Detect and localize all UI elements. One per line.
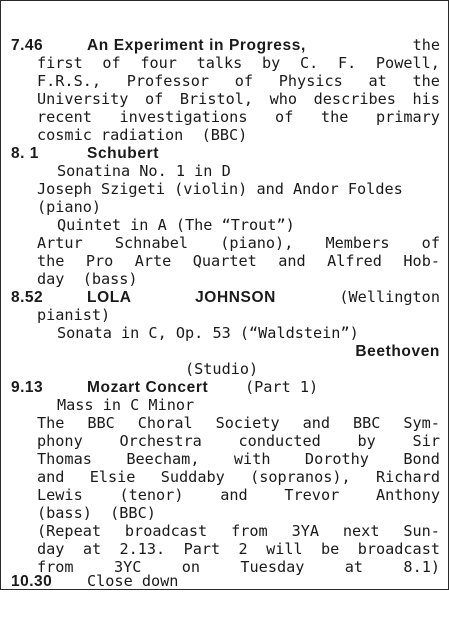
entry-852-line: pianist) — [37, 306, 111, 324]
entry-time: 7.46 — [11, 37, 44, 54]
entry-913-line: from 3YC on Tuesday at 8.1) — [37, 558, 440, 576]
entry-time: 10.30 — [11, 573, 53, 590]
entry-913-line: The BBC Choral Society and BBC Sym- — [37, 414, 440, 432]
entry-81-line: Quintet in A (The “Trout”) — [57, 216, 295, 234]
entry-81-line: Artur Schnabel (piano), Members of — [37, 234, 440, 252]
entry-text: the — [412, 36, 440, 54]
entry-913-line: (Repeat broadcast from 3YA next Sun- — [37, 522, 440, 540]
entry-852-heading — [1, 289, 448, 307]
entry-1030-heading — [1, 573, 448, 591]
entry-913-line: phony Orchestra conducted by Sir — [37, 432, 440, 450]
entry-746-line: cosmic radiation (BBC) — [37, 126, 248, 144]
entry-852-line: Sonata in C, Op. 53 (“Waldstein”) — [57, 324, 359, 342]
entry-title: JOHNSON — [195, 289, 276, 306]
entry-text: (Wellington — [339, 288, 440, 306]
entry-text: (Part 1) — [245, 378, 319, 396]
entry-746-heading — [1, 37, 448, 55]
entry-913-line: and Elsie Suddaby (sopranos), Richard — [37, 468, 440, 486]
entry-81-line: (piano) — [37, 198, 102, 216]
entry-746-line: F.R.S., Professor of Physics at the — [37, 72, 440, 90]
entry-913-line: Lewis (tenor) and Trevor Anthony — [37, 486, 440, 504]
entry-81-line: Sonatina No. 1 in D — [57, 162, 231, 180]
entry-title: Mozart Concert — [87, 379, 209, 396]
entry-time: 8. 1 — [11, 145, 39, 162]
entry-81-line: day (bass) — [37, 270, 138, 288]
entry-913-line: (bass) (BBC) — [37, 504, 156, 522]
entry-text: Close down — [87, 572, 179, 590]
composer-name: Beethoven — [355, 343, 440, 360]
entry-81-line: Joseph Szigeti (violin) and Andor Foldes — [37, 180, 403, 198]
entry-746-line: recent investigations of the primary — [37, 108, 440, 126]
entry-913-line: Mass in C Minor — [57, 396, 195, 414]
entry-852-line: (Studio) — [185, 360, 259, 378]
entry-title: Schubert — [87, 145, 159, 162]
entry-title: An Experiment in Progress, — [87, 37, 306, 54]
entry-746-line: first of four talks by C. F. Powell, — [37, 54, 440, 72]
entry-81-heading — [1, 145, 448, 163]
entry-913-line: Thomas Beecham, with Dorothy Bond — [37, 450, 440, 468]
entry-time: 8.52 — [11, 289, 44, 306]
entry-852-composer — [1, 343, 448, 361]
entry-time: 9.13 — [11, 379, 44, 396]
entry-913-heading — [1, 379, 448, 397]
entry-913-line: day at 2.13. Part 2 will be broadcast — [37, 540, 440, 558]
entry-746-line: University of Bristol, who describes his — [37, 90, 440, 108]
entry-title: LOLA — [87, 289, 132, 306]
entry-81-line: the Pro Arte Quartet and Alfred Hob- — [37, 252, 440, 270]
